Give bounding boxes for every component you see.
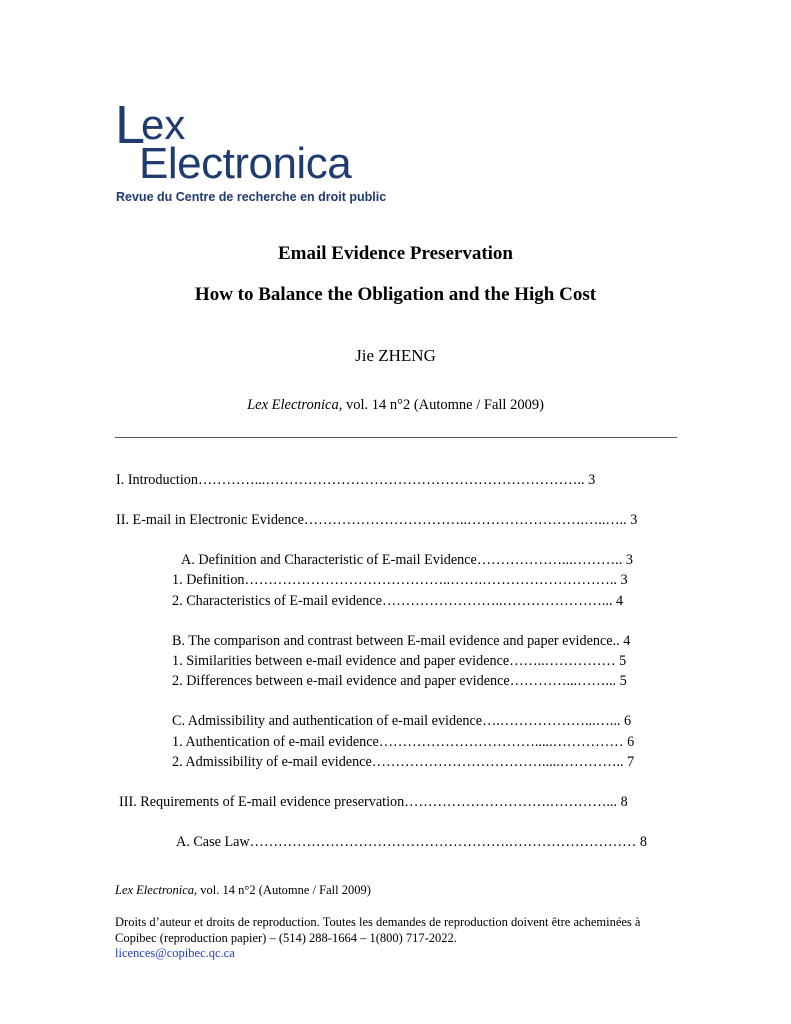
toc-entry-admissibility-authentication[interactable]: C. Admissibility and authentication of e-mail evidence….………………...…... 6: [172, 713, 632, 729]
toc-entry-admissibility[interactable]: 2. Admissibility of e-mail evidence……………………………….....………….. 7: [172, 754, 635, 770]
contact-email-link[interactable]: licences@copibec.qc.ca: [115, 946, 235, 960]
logo-electronica: Electronica: [139, 139, 352, 188]
toc-entry-definition[interactable]: 1. Definition……………………………………..…….……………………….. 3: [172, 572, 628, 588]
logo-tagline: Revue du Centre de recherche en droit public: [116, 190, 387, 204]
logo-letter-l: L: [115, 95, 146, 155]
toc-entry-email-in-electronic-evidence[interactable]: II. E-mail in Electronic Evidence……………………………..…………………….…..….. 3: [116, 512, 638, 528]
toc-entry-characteristics[interactable]: 2. Characteristics of E-mail evidence……………………..…………………... 4: [172, 593, 624, 609]
citation-details: , vol. 14 n°2 (Automne / Fall 2009): [338, 397, 544, 413]
paper-title: Email Evidence Preservation: [277, 243, 513, 264]
toc-entry-differences[interactable]: 2. Differences between e-mail evidence and paper evidence…………...……... 5: [172, 673, 627, 689]
footer-details: , vol. 14 n°2 (Automne / Fall 2009): [194, 883, 371, 897]
paper-subtitle: How to Balance the Obligation and the High Cost: [194, 284, 597, 305]
toc-entry-case-law[interactable]: A. Case Law……………………………………………….……………………… 8: [176, 834, 647, 850]
copyright-notice: Droits d’auteur et droits de reproduction. Toutes les demandes de reproduction doivent être acheminées à Copibec (reproduction papier) – (514) 288-1664 – 1(800) 717-2022.: [115, 915, 641, 945]
toc-entry-comparison-contrast[interactable]: B. The comparison and contrast between E-mail evidence and paper evidence.. 4: [172, 633, 631, 649]
toc-entry-requirements[interactable]: III. Requirements of E-mail evidence preservation………………………….…………... 8: [119, 794, 628, 810]
toc-entry-definition-characteristic[interactable]: A. Definition and Characteristic of E-mail Evidence………………...……….. 3: [181, 552, 633, 568]
logo-letters-ex: ex: [141, 101, 186, 148]
footer-citation: [115, 883, 371, 898]
citation-journal: Lex Electronica: [247, 397, 339, 413]
toc-entry-introduction[interactable]: I. Introduction…………...………………………………………………………….. 3: [116, 472, 596, 488]
footer-journal: Lex Electronica: [115, 883, 195, 897]
author-name: Jie ZHENG: [355, 346, 436, 365]
toc-entry-similarities[interactable]: 1. Similarities between e-mail evidence and paper evidence……..…………… 5: [172, 653, 627, 669]
toc-entry-authentication[interactable]: 1. Authentication of e-mail evidence…………………………….....…………… 6: [172, 734, 635, 750]
